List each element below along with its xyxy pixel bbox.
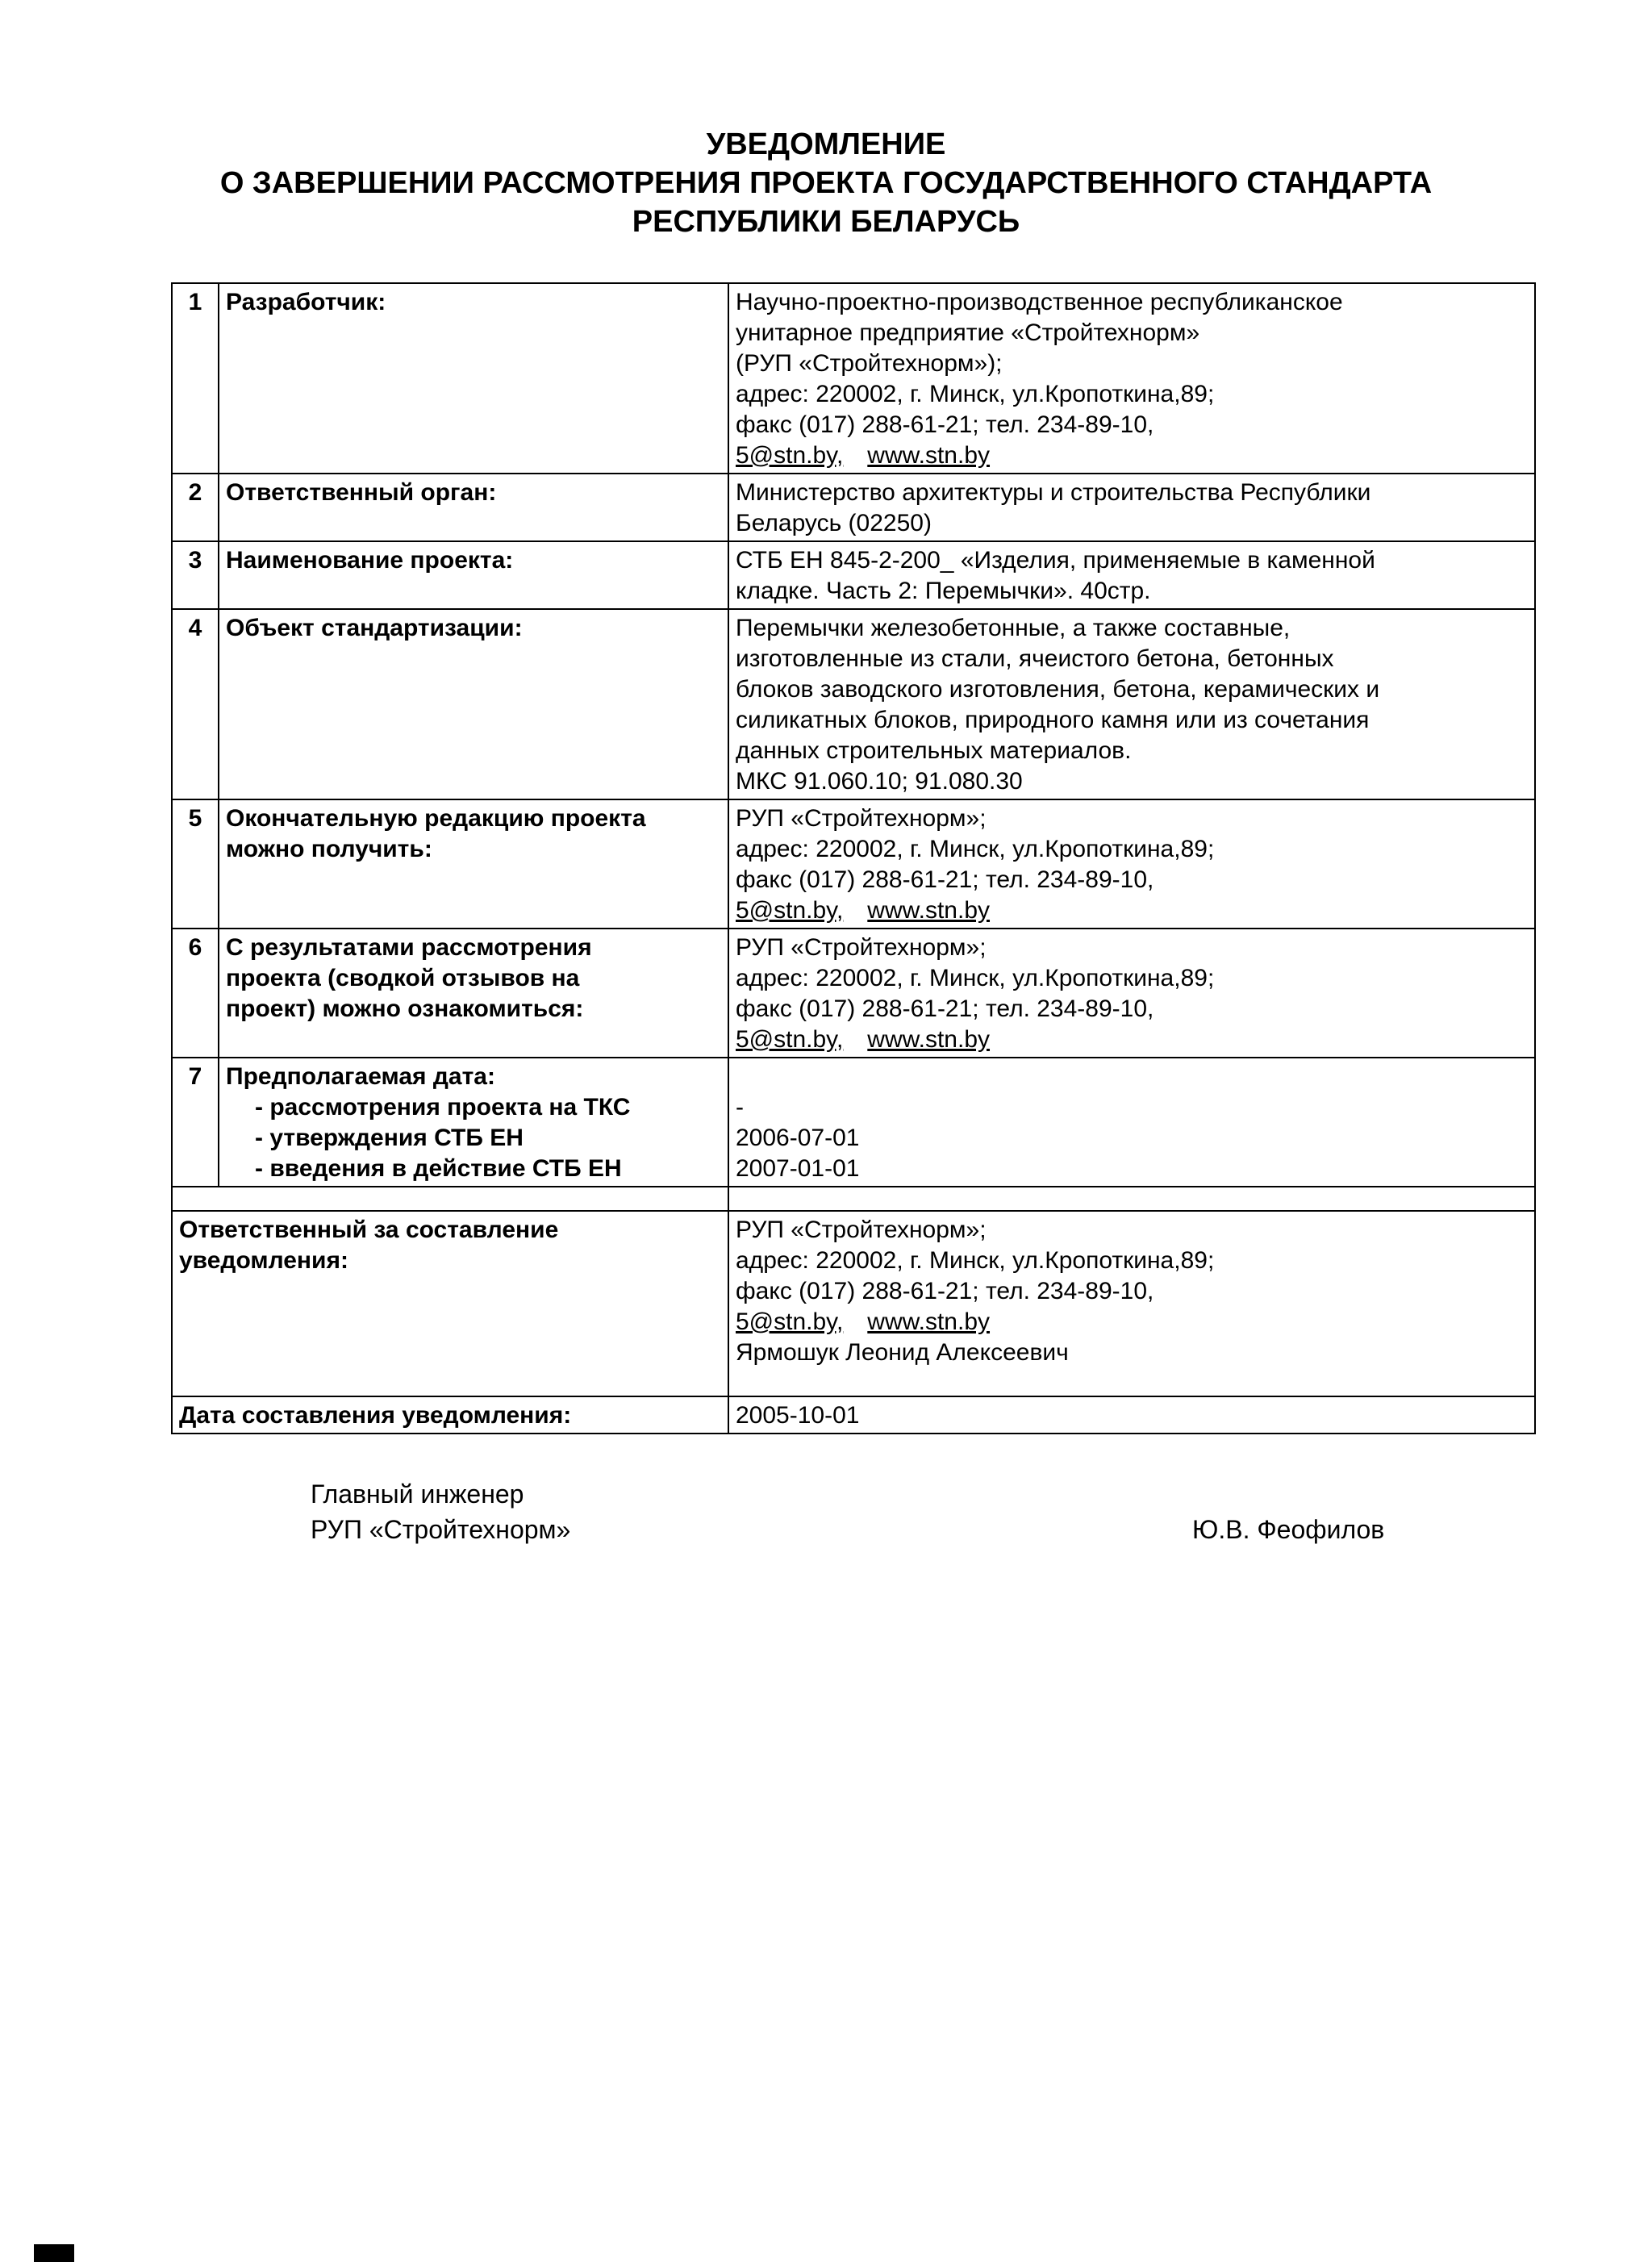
responsible-person: Ярмошук Леонид Алексеевич	[736, 1339, 1069, 1366]
table-row	[172, 799, 1535, 929]
row-label: Наименование проекта:	[219, 541, 728, 609]
email-link[interactable]: 5@stn.by,	[736, 897, 844, 924]
table-row	[172, 1211, 1535, 1396]
website-link[interactable]: www.stn.by	[867, 442, 991, 469]
table-row	[172, 929, 1535, 1058]
row-label: Окончательную редакцию проекта можно получить:	[219, 799, 728, 929]
row-number: 6	[172, 929, 219, 1058]
table-row	[172, 1058, 1535, 1187]
table-row-empty	[172, 1187, 1535, 1211]
document-title	[0, 125, 1652, 241]
row-number: 1	[172, 283, 219, 474]
signer-name: Ю.В. Феофилов	[1192, 1515, 1385, 1544]
title-line-1: УВЕДОМЛЕНИЕ	[706, 127, 946, 161]
table-row	[172, 609, 1535, 799]
table-row	[172, 474, 1535, 541]
row-value: РУП «Стройтехнорм»; адрес: 220002, г. Минск, ул.Кропоткина,89; факс (017) 288-61-21; тел. 234-89-10, 5@stn.by, www.stn.by Ярмошук Леонид Алексеевич	[728, 1211, 1535, 1396]
email-link[interactable]: 5@stn.by,	[736, 1308, 844, 1335]
email-link[interactable]: 5@stn.by,	[736, 1026, 844, 1053]
row-label: Дата составления уведомления:	[172, 1396, 728, 1434]
row-value: Перемычки железобетонные, а также составные, изготовленные из стали, ячеистого бетона, бетонных блоков заводского изготовления, бетона, керамических и силикатных блоков, природного камня или из сочетания данных строительных материалов. МКС 91.060.10; 91.080.30	[728, 609, 1535, 799]
signature-block	[311, 1476, 570, 1547]
row-value	[728, 1396, 1535, 1434]
row-value: Научно-проектно-производственное республиканское унитарное предприятие «Стройтехнорм» (РУП «Стройтехнорм»); адрес: 220002, г. Минск, ул.Кропоткина,89; факс (017) 288-61-21; тел. 234-89-10, 5@stn.by, www.stn.by	[728, 283, 1535, 474]
title-line-3: РЕСПУБЛИКИ БЕЛАРУСЬ	[632, 205, 1020, 239]
website-link[interactable]: www.stn.by	[867, 1308, 991, 1335]
row-number: 5	[172, 799, 219, 929]
row-number: 7	[172, 1058, 219, 1187]
row-label: Объект стандартизации:	[219, 609, 728, 799]
table-row	[172, 283, 1535, 474]
notice-date: 2005-10-01	[736, 1402, 860, 1429]
row-value: - 2006-07-01 2007-01-01	[728, 1058, 1535, 1187]
row-value: СТБ ЕН 845-2-200_ «Изделия, применяемые в каменной кладке. Часть 2: Перемычки». 40стр.	[728, 541, 1535, 609]
row-value: РУП «Стройтехнорм»; адрес: 220002, г. Минск, ул.Кропоткина,89; факс (017) 288-61-21; тел. 234-89-10, 5@stn.by, www.stn.by	[728, 799, 1535, 929]
row-number: 2	[172, 474, 219, 541]
table-row	[172, 541, 1535, 609]
row-number: 4	[172, 609, 219, 799]
signer-position: Главный инженер	[311, 1479, 524, 1509]
table-row	[172, 1396, 1535, 1434]
row-value: РУП «Стройтехнорм»; адрес: 220002, г. Минск, ул.Кропоткина,89; факс (017) 288-61-21; тел. 234-89-10, 5@stn.by, www.stn.by	[728, 929, 1535, 1058]
row-number: 3	[172, 541, 219, 609]
row-label: Ответственный за составление уведомления:	[172, 1211, 728, 1396]
row-label: С результатами рассмотрения проекта (сводкой отзывов на проект) можно ознакомиться:	[219, 929, 728, 1058]
row-value: Министерство архитектуры и строительства Республики Беларусь (02250)	[728, 474, 1535, 541]
email-link[interactable]: 5@stn.by,	[736, 442, 844, 469]
row-label: Предполагаемая дата: - рассмотрения проекта на ТКС - утверждения СТБ ЕН - введения в действие СТБ ЕН	[219, 1058, 728, 1187]
title-line-2: О ЗАВЕРШЕНИИ РАССМОТРЕНИЯ ПРОЕКТА ГОСУДАРСТВЕННОГО СТАНДАРТА	[219, 166, 1433, 200]
signer-organization: РУП «Стройтехнорм»	[311, 1515, 571, 1544]
scan-mark	[34, 2244, 74, 2262]
row-label: Разработчик:	[219, 283, 728, 474]
website-link[interactable]: www.stn.by	[867, 897, 991, 924]
notice-table	[171, 282, 1536, 1434]
website-link[interactable]: www.stn.by	[867, 1026, 991, 1053]
row-label: Ответственный орган:	[219, 474, 728, 541]
